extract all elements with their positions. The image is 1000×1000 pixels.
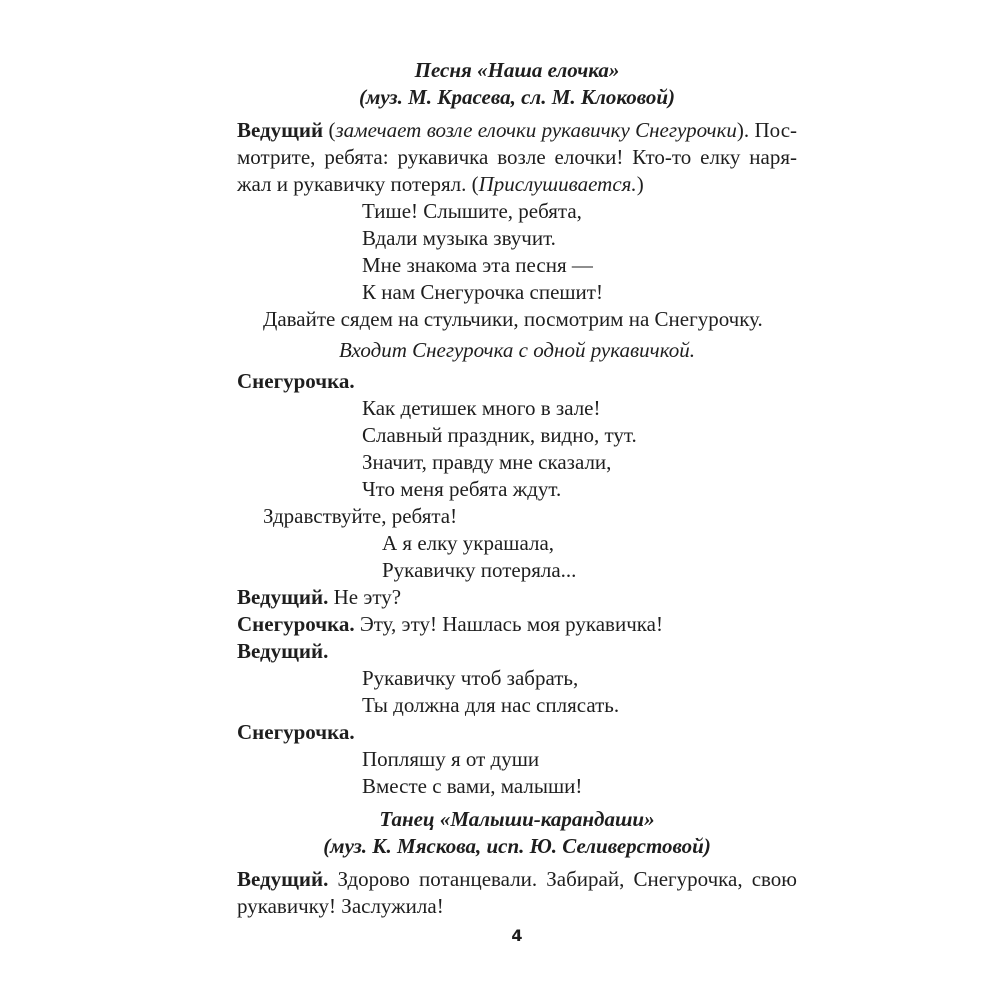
verse-block-4: [362, 665, 797, 719]
host-intro-line2: мотрите, ребята: рукавичка возле елочки! Кто-то елку наря-: [237, 145, 797, 169]
speaker-name: Снегурочка.: [237, 612, 355, 636]
dialogue-snegurochka-line: [237, 611, 797, 638]
dialogue-text: Эту, эту! Нашлась моя рукавичка!: [354, 612, 663, 636]
host-prose-line: Давайте сядем на стульчики, посмотрим на Снегурочку.: [263, 307, 763, 331]
verse-block-1: [362, 198, 797, 306]
snegurochka-prose-line: Здравствуйте, ребята!: [263, 504, 458, 528]
speaker-host-line: Ведущий.: [237, 639, 329, 663]
verse-block-2: [362, 395, 797, 503]
host-intro-line1: [237, 117, 797, 144]
song-title-heading: Песня «Наша елочка»: [414, 58, 620, 82]
dialogue-text: Не эту?: [328, 585, 402, 609]
stage-direction-inline: Прислушивается.: [478, 172, 637, 196]
verse-line: Как детишек много в зале!: [362, 396, 601, 420]
verse-block-3: [382, 530, 797, 584]
stage-direction-inline: замечает возле елочки рукавичку Снегурочки: [335, 118, 737, 142]
verse-line: Вдали музыка звучит.: [362, 226, 556, 250]
song-credits-heading: (муз. М. Красева, сл. М. Клоковой): [358, 85, 676, 109]
speaker-snegurochka-line: Снегурочка.: [237, 369, 355, 393]
dance-credits-heading: (муз. К. Мяскова, исп. Ю. Селиверстовой): [323, 834, 711, 858]
host-final-line1: [237, 866, 797, 893]
host-intro-line3: [237, 171, 797, 198]
verse-line: А я елку украшала,: [382, 531, 555, 555]
host-final-line2: рукавичку! Заслужила!: [237, 894, 444, 918]
page-number: 4: [511, 926, 523, 945]
speaker-name: Ведущий: [237, 118, 324, 142]
verse-line: Тише! Слышите, ребята,: [362, 199, 582, 223]
speaker-name: Ведущий.: [237, 585, 329, 609]
plain-text: ): [636, 172, 644, 196]
dialogue-text: Здорово потанцевали. Забирай, Снегурочка, свою: [328, 867, 797, 891]
verse-line: Славный праздник, видно, тут.: [362, 423, 637, 447]
plain-text: ). Пос-: [736, 118, 798, 142]
plain-text: жал и рукавичку потерял. (: [237, 172, 479, 196]
verse-line: Попляшу я от души: [362, 747, 540, 771]
verse-block-5: [362, 746, 797, 800]
verse-line: К нам Снегурочка спешит!: [362, 280, 603, 304]
plain-text: (: [323, 118, 336, 142]
speaker-name: Ведущий.: [237, 867, 329, 891]
verse-line: Вместе с вами, малыши!: [362, 774, 583, 798]
verse-line: Рукавичку потеряла...: [382, 558, 577, 582]
verse-line: Рукавичку чтоб забрать,: [362, 666, 579, 690]
speaker-snegurochka-line-2: Снегурочка.: [237, 720, 355, 744]
verse-line: Значит, правду мне сказали,: [362, 450, 612, 474]
text-column: [237, 57, 797, 949]
verse-line: Ты должна для нас сплясать.: [362, 693, 620, 717]
dialogue-host-line: [237, 584, 797, 611]
verse-line: Мне знакома эта песня —: [362, 253, 593, 277]
dance-title-heading: Танец «Малыши-карандаши»: [379, 807, 655, 831]
stage-direction-line: Входит Снегурочка с одной рукавичкой.: [339, 338, 695, 362]
verse-line: Что меня ребята ждут.: [362, 477, 562, 501]
